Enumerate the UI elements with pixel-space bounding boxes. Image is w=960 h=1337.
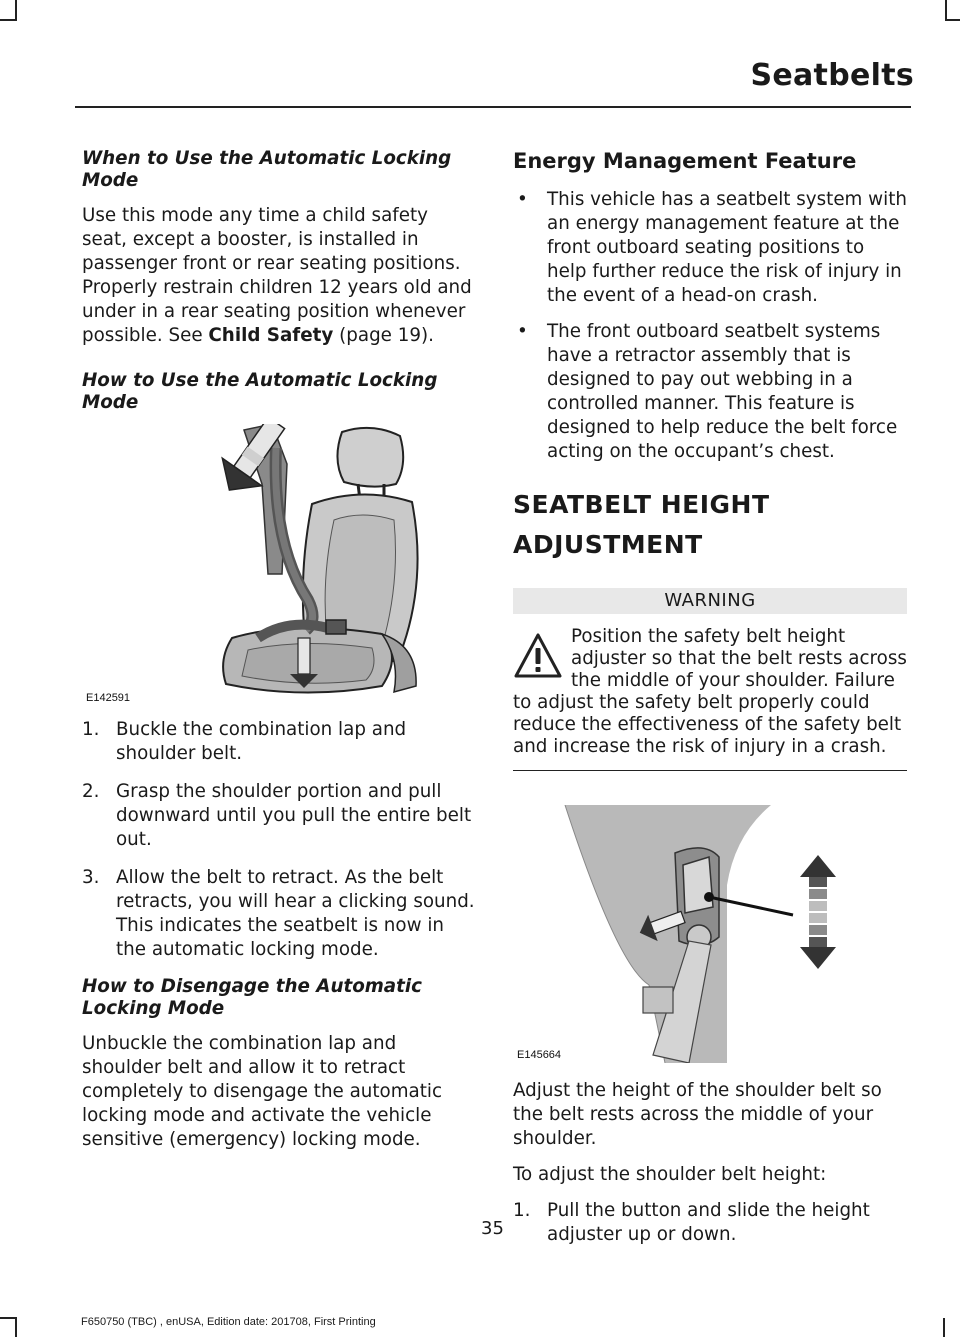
list-item <box>82 718 478 766</box>
step-text: Pull the button and slide the height adjuster up or down. <box>547 1200 870 1245</box>
header-divider <box>75 106 911 108</box>
height-adjuster-illustration <box>513 805 907 1063</box>
paragraph-adjust: Adjust the height of the shoulder belt so the belt rests across the middle of your shoulder. <box>513 1080 882 1149</box>
step-text: Grasp the shoulder portion and pull downward until you pull the entire belt out. <box>116 781 472 850</box>
list-item <box>513 188 907 308</box>
crop-mark <box>0 1317 17 1319</box>
crop-mark <box>945 0 947 20</box>
page-number: 35 <box>481 1218 504 1239</box>
step-number: 3. <box>82 867 100 888</box>
edition-info: F650750 (TBC) , enUSA, Edition date: 201708, First Printing <box>81 1316 376 1328</box>
step-text: Buckle the combination lap and shoulder belt. <box>116 719 407 764</box>
list-item <box>82 780 478 852</box>
paragraph-when-to-use <box>82 204 478 348</box>
bullet-mark: • <box>517 189 528 210</box>
list-item <box>82 866 478 962</box>
step-number: 1. <box>82 719 100 740</box>
paragraph-when-text: Use this mode any time a child safety seat, except a booster, is installed in passenger front or rear seating positions. Properly restrain children 12 years old and under in a rear seating position whenever possible. See <box>82 205 472 346</box>
page-reference: (page 19). <box>333 325 434 346</box>
crop-mark <box>945 19 960 21</box>
crop-mark <box>15 0 17 20</box>
heading-when-to-use: When to Use the Automatic Locking Mode <box>82 148 452 191</box>
seat-belt-illustration <box>82 424 478 706</box>
step-number: 2. <box>82 781 100 802</box>
warning-label: WARNING <box>513 588 907 614</box>
list-item <box>513 320 907 464</box>
crop-mark <box>15 1318 17 1337</box>
heading-seatbelt-height-line2: ADJUSTMENT <box>513 530 703 559</box>
bullet-text: The front outboard seatbelt systems have a retractor assembly that is designed to pay out webbing in a controlled manner. This feature is designed to help reduce the belt force acting on the occupant’s chest. <box>547 321 898 462</box>
paragraph-disengage: Unbuckle the combination lap and shoulder belt and allow it to retract completely to disengage the automatic locking mode and activate the vehicle sensitive (emergency) locking mode. <box>82 1033 443 1150</box>
figure-code: E142591 <box>86 692 131 704</box>
warning-body <box>513 626 907 758</box>
step-text: Allow the belt to retract. As the belt retracts, you will hear a clicking sound. This indicates the seatbelt is now in the automatic locking mode. <box>116 867 475 960</box>
warning-box <box>513 588 907 771</box>
crop-mark <box>943 1318 945 1337</box>
warning-divider <box>513 770 907 771</box>
heading-energy-management: Energy Management Feature <box>513 149 857 173</box>
heading-disengage: How to Disengage the Automatic Locking Mode <box>82 976 422 1019</box>
heading-how-to-use: How to Use the Automatic Locking Mode <box>82 370 438 413</box>
page-title: Seatbelts <box>750 58 914 93</box>
left-column <box>82 148 478 1152</box>
energy-bullets-list <box>513 188 907 464</box>
warning-text: Position the safety belt height adjuster so that the belt rests across the middle of your shoulder. Failure to adjust the safety belt properly could reduce the effectiveness of the safety belt and increase the risk of injury in a crash. <box>513 626 907 757</box>
warning-triangle-icon <box>513 632 563 680</box>
bullet-text: This vehicle has a seatbelt system with an energy management feature at the front outboard seating positions to help further reduce the risk of injury in the event of a head-on crash. <box>547 189 907 306</box>
figure-code: E145664 <box>517 1049 562 1061</box>
locking-steps-list <box>82 718 478 962</box>
crop-mark <box>0 19 17 21</box>
bullet-mark: • <box>517 321 528 342</box>
heading-seatbelt-height-line1: SEATBELT HEIGHT <box>513 490 770 519</box>
seat-illustration <box>82 424 478 706</box>
child-safety-link[interactable]: Child Safety <box>208 325 334 346</box>
step-number: 1. <box>513 1200 531 1221</box>
paragraph-to-adjust: To adjust the shoulder belt height: <box>513 1164 827 1185</box>
height-adjuster-diagram <box>513 805 907 1063</box>
right-column <box>513 148 907 1247</box>
